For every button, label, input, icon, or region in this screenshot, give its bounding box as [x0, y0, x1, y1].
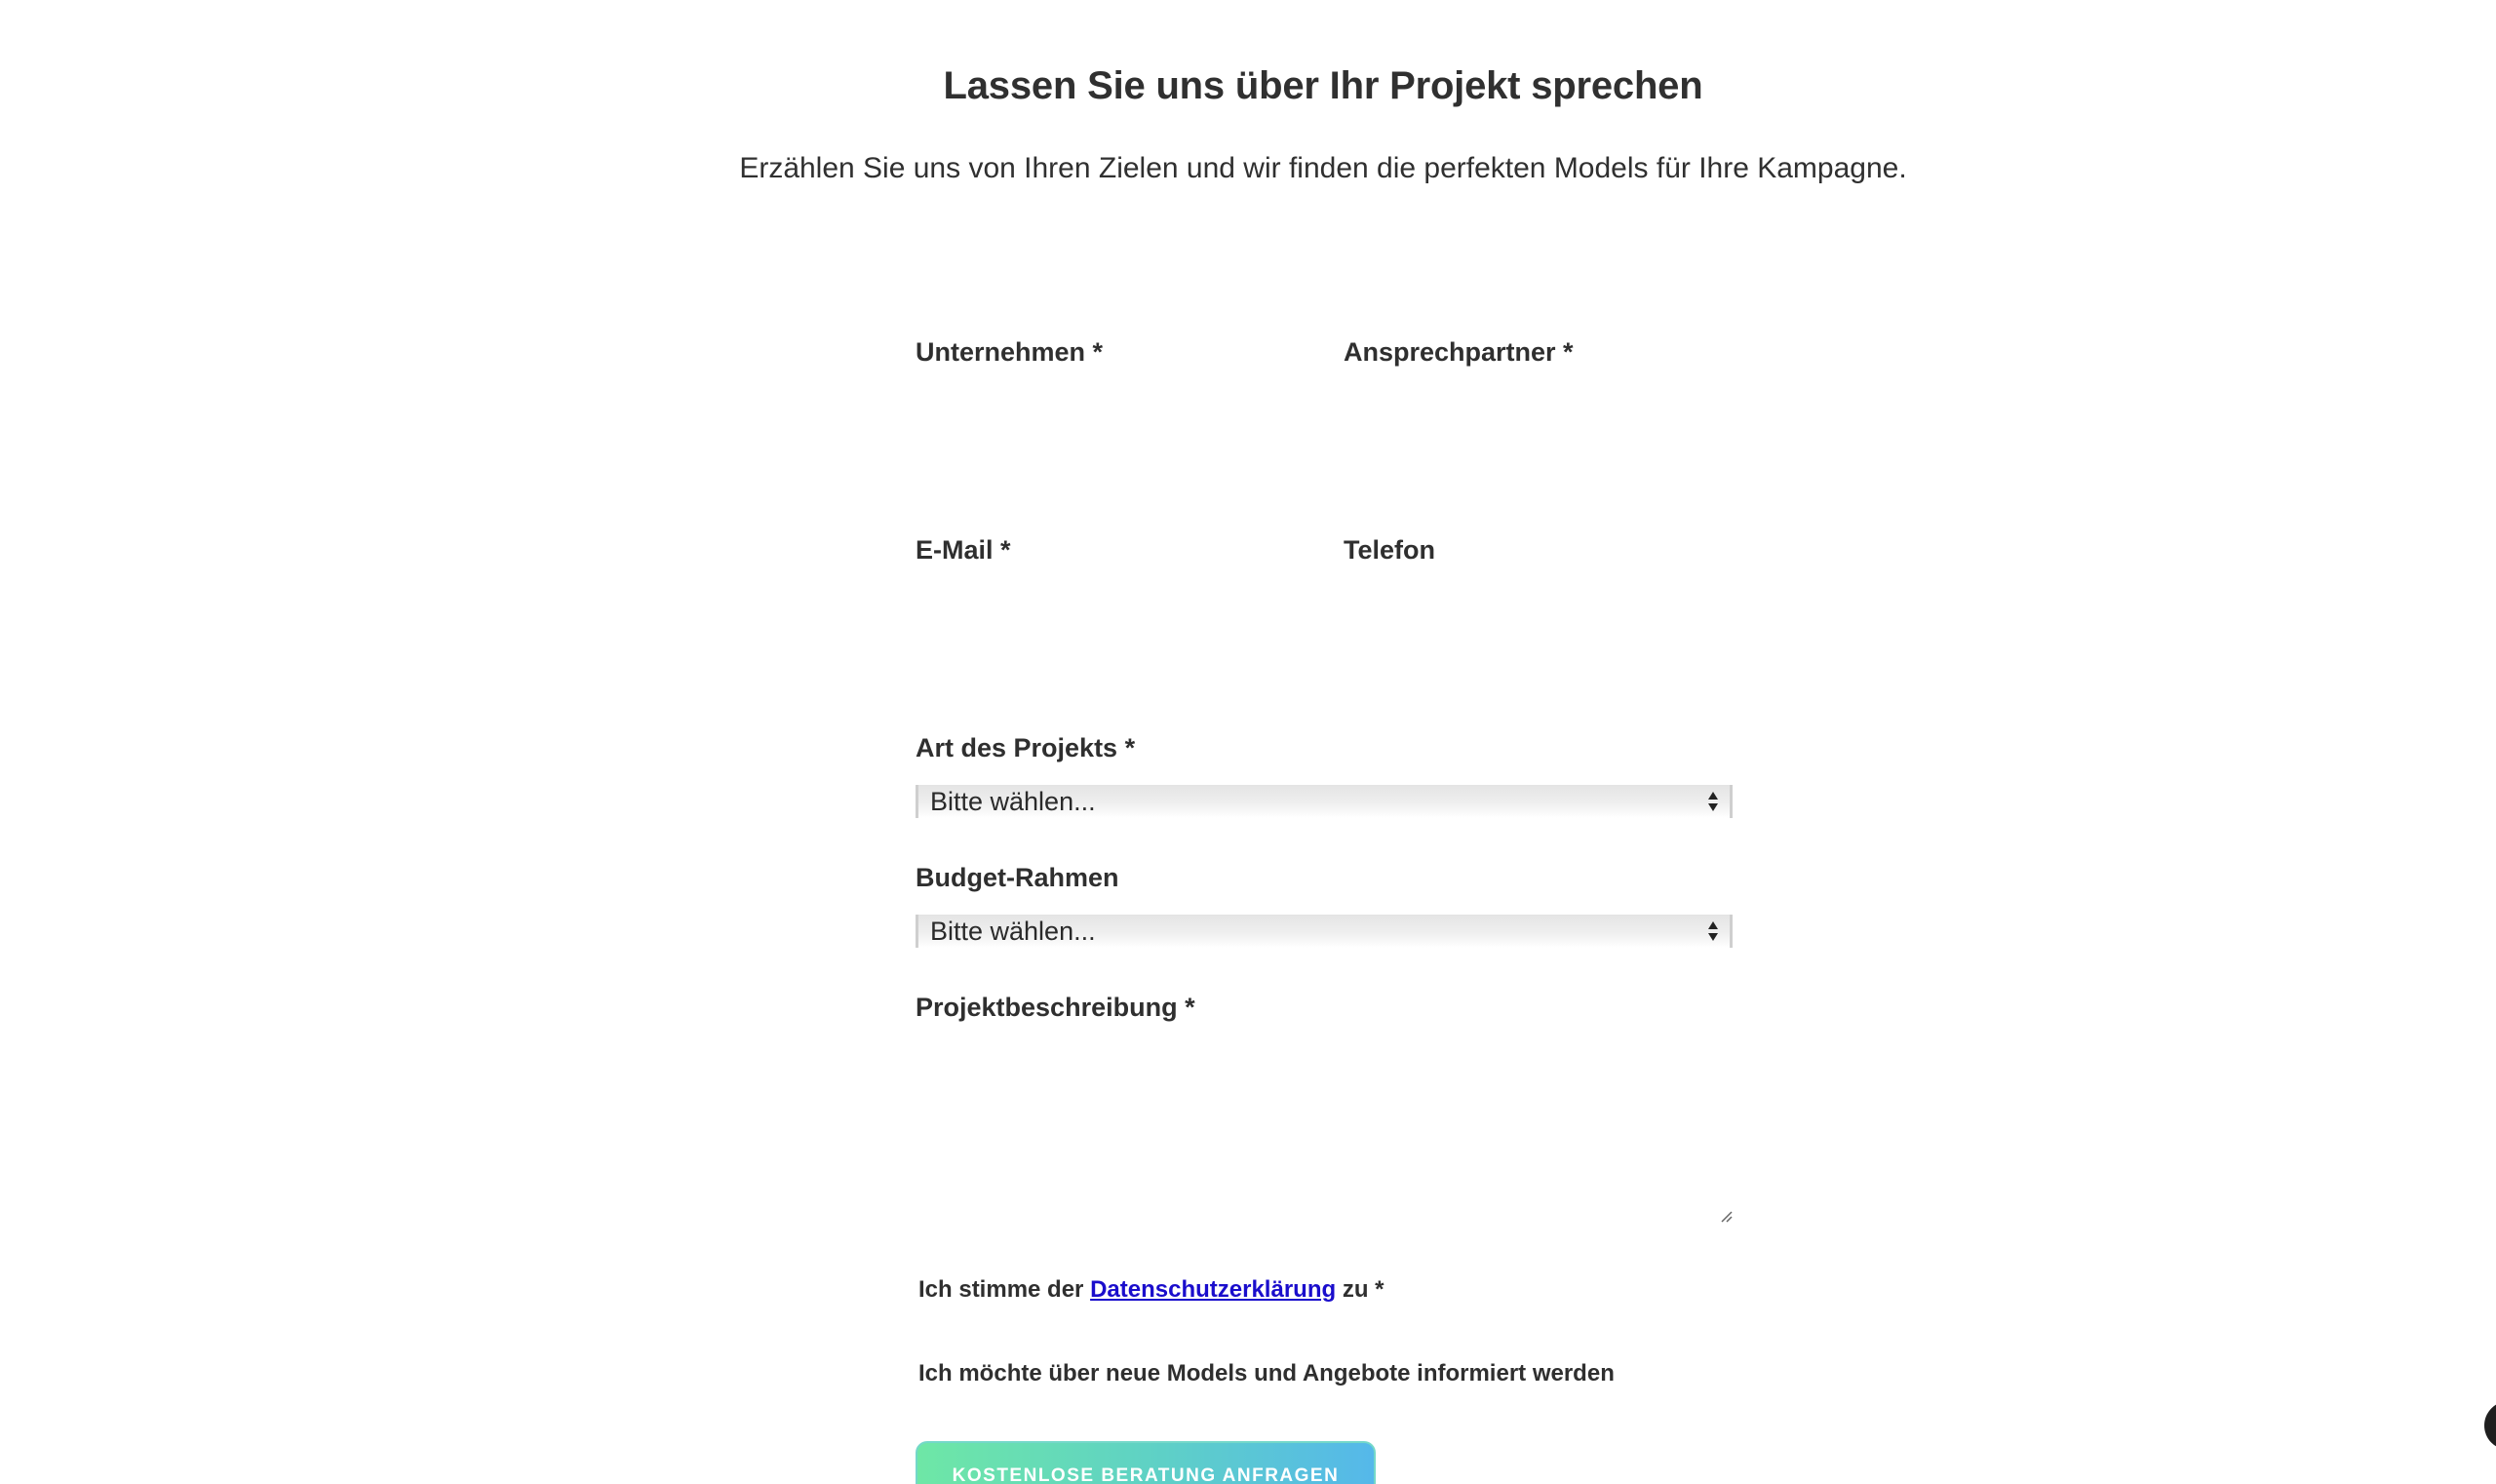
- select-arrows-icon: [1706, 789, 1720, 814]
- privacy-policy-link[interactable]: Datenschutzerklärung: [1090, 1276, 1337, 1303]
- page-title: Lassen Sie uns über Ihr Projekt sprechen: [943, 64, 1703, 107]
- privacy-prefix: Ich stimme der: [918, 1276, 1084, 1303]
- company-input[interactable]: [916, 385, 1325, 444]
- phone-input[interactable]: [1344, 583, 1733, 642]
- contact-person-label: Ansprechpartner *: [1344, 337, 1574, 367]
- phone-label: Telefon: [1344, 535, 1435, 565]
- description-label: Projektbeschreibung *: [916, 993, 1195, 1022]
- privacy-suffix: zu *: [1342, 1276, 1384, 1303]
- email-input[interactable]: [916, 583, 1325, 642]
- budget-value: Bitte wählen...: [930, 917, 1096, 946]
- project-type-select[interactable]: [916, 785, 1733, 818]
- company-label: Unternehmen *: [916, 337, 1104, 367]
- newsletter-consent[interactable]: Ich möchte über neue Models und Angebote informiert werden: [918, 1360, 1615, 1386]
- email-label: E-Mail *: [916, 535, 1011, 565]
- privacy-consent[interactable]: [918, 1276, 1384, 1304]
- submit-button[interactable]: KOSTENLOSE BERATUNG ANFRAGEN: [916, 1441, 1376, 1484]
- project-type-label: Art des Projekts *: [916, 733, 1136, 762]
- select-arrows-icon: [1706, 918, 1720, 944]
- budget-label: Budget-Rahmen: [916, 863, 1119, 892]
- page-subtitle: Erzählen Sie uns von Ihren Zielen und wir finden die perfekten Models für Ihre Kampagne.: [739, 152, 1907, 184]
- resize-handle-icon[interactable]: [1719, 1209, 1733, 1223]
- contact-person-input[interactable]: [1344, 385, 1733, 444]
- chat-widget-button[interactable]: [2484, 1401, 2496, 1450]
- project-type-value: Bitte wählen...: [930, 787, 1096, 816]
- budget-select[interactable]: [916, 915, 1733, 948]
- description-textarea[interactable]: [916, 1035, 1733, 1223]
